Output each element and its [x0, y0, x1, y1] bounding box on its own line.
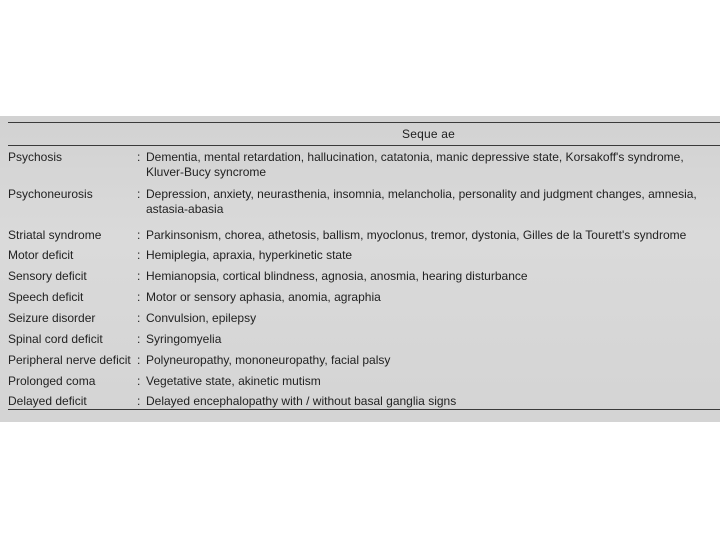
row-colon: : [137, 150, 141, 164]
row-definition [146, 332, 706, 347]
row-term: Psychosis [8, 150, 63, 164]
row-colon: : [137, 290, 141, 304]
row-colon: : [137, 187, 141, 201]
row-definition [146, 269, 706, 284]
row-definition [146, 353, 706, 368]
row-colon: : [137, 332, 141, 346]
row-term: Motor deficit [8, 248, 74, 262]
row-term: Spinal cord deficit [8, 332, 103, 346]
row-definition [146, 187, 706, 217]
row-definition [146, 394, 706, 409]
row-term: Speech deficit [8, 290, 84, 304]
row-definition [146, 228, 706, 243]
row-term: Striatal syndrome [8, 228, 102, 242]
row-definition [146, 290, 706, 305]
definition-line: Hemiplegia, apraxia, hyperkinetic state [146, 248, 353, 262]
definition-line: Dementia, mental retardation, hallucination, catatonia, manic depressive state, Korsakoff's syndrome, [146, 150, 684, 164]
table-top-rule [8, 122, 720, 123]
definition-line: Hemianopsia, cortical blindness, agnosia, anosmia, hearing disturbance [146, 269, 528, 283]
row-term: Sensory deficit [8, 269, 87, 283]
row-colon: : [137, 228, 141, 242]
row-term: Prolonged coma [8, 374, 96, 388]
row-term: Peripheral nerve deficit [8, 353, 131, 367]
definition-line: astasia-abasia [146, 202, 224, 216]
table-header-rule [8, 145, 720, 146]
definition-line: Motor or sensory aphasia, anomia, agraphia [146, 290, 381, 304]
definition-line: Kluver-Bucy syncrome [146, 165, 267, 179]
row-term: Delayed deficit [8, 394, 87, 408]
definition-line: Depression, anxiety, neurasthenia, insomnia, melancholia, personality and judgment changes, amnesia, [146, 187, 697, 201]
row-colon: : [137, 394, 141, 408]
definition-line: Vegetative state, akinetic mutism [146, 374, 321, 388]
row-term: Seizure disorder [8, 311, 96, 325]
row-colon: : [137, 353, 141, 367]
definition-line: Delayed encephalopathy with / without basal ganglia signs [146, 394, 457, 408]
table-bottom-rule [8, 409, 720, 410]
definition-line: Convulsion, epilepsy [146, 311, 257, 325]
scanned-table-image [0, 116, 720, 422]
row-colon: : [137, 374, 141, 388]
row-definition [146, 311, 706, 326]
row-colon: : [137, 269, 141, 283]
row-definition [146, 150, 706, 180]
row-colon: : [137, 311, 141, 325]
row-definition [146, 374, 706, 389]
row-term: Psychoneurosis [8, 187, 93, 201]
definition-line: Parkinsonism, chorea, athetosis, ballism, myoclonus, tremor, dystonia, Gilles de la Tourett's syndrome [146, 228, 687, 242]
table-column-header: Seque ae [402, 127, 455, 141]
definition-line: Polyneuropathy, mononeuropathy, facial palsy [146, 353, 391, 367]
row-colon: : [137, 248, 141, 262]
definition-line: Syringomyelia [146, 332, 222, 346]
row-definition [146, 248, 706, 263]
